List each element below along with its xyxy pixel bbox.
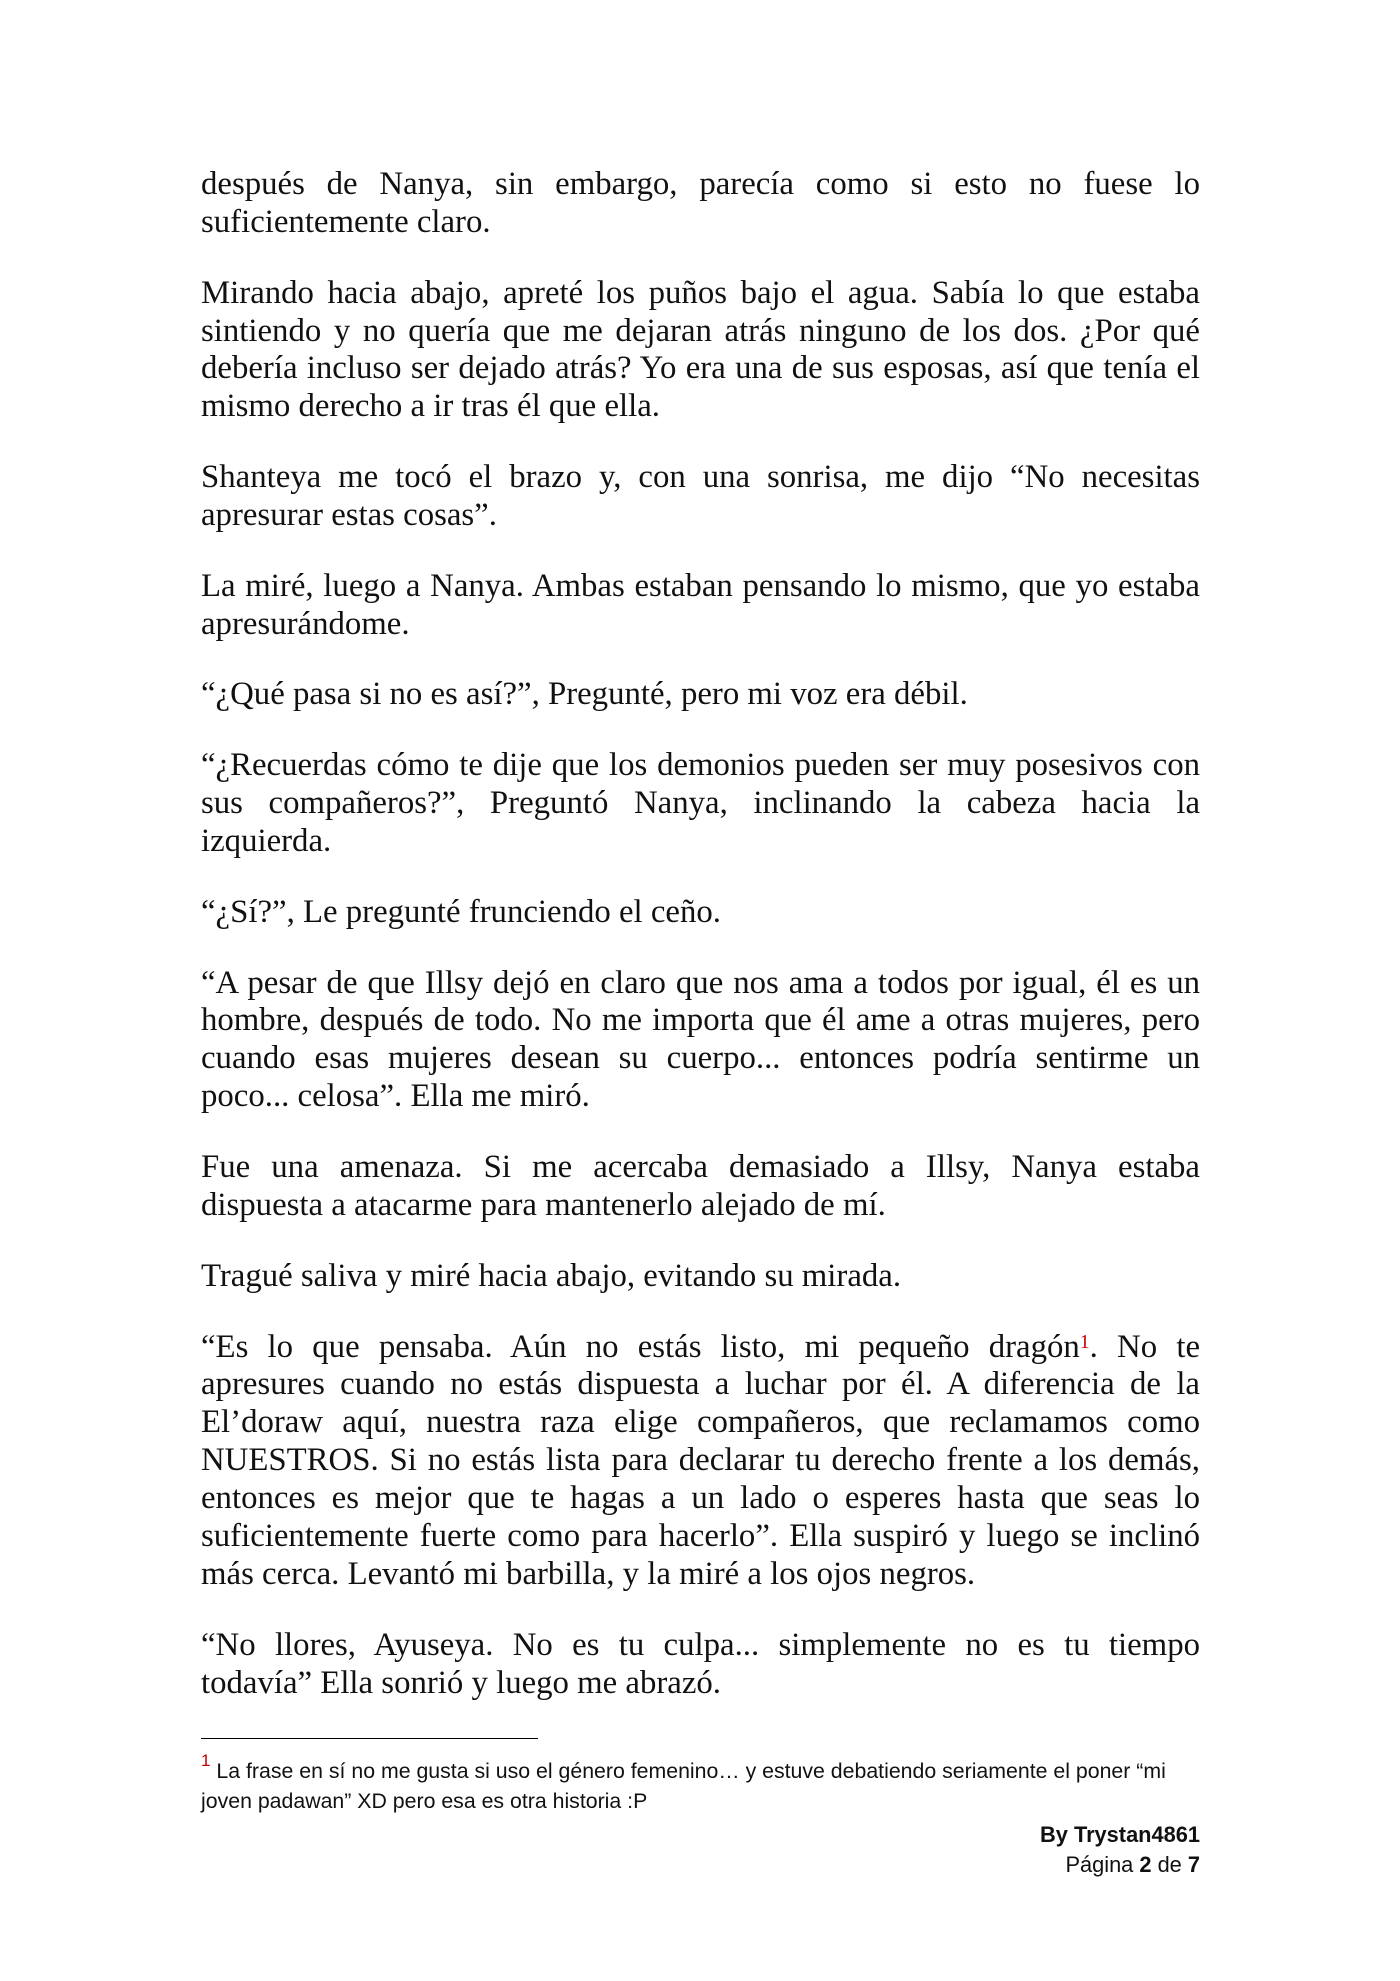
- footnote-line: [201, 1751, 1166, 1786]
- text-line: Shanteya me tocó el brazo y, con una sonrisa, me dijo “No necesitas: [201, 459, 1200, 496]
- text-line: La miré, luego a Nanya. Ambas estaban pensando lo mismo, que yo estaba: [201, 567, 1200, 604]
- text-line: “No llores, Ayuseya. No es tu culpa... simplemente no es tu tiempo: [201, 1626, 1200, 1663]
- paragraph: [201, 568, 1200, 644]
- text-line: apresures cuando no estás dispuesta a luchar por él. A diferencia de la: [201, 1366, 1200, 1403]
- footnote-text: joven padawan” XD pero esa es otra historia :P: [201, 1789, 648, 1814]
- paragraph: [201, 459, 1200, 535]
- paragraph: [201, 166, 1200, 242]
- page-number: [1040, 1850, 1200, 1880]
- text-line: suficientemente claro.: [201, 203, 491, 240]
- text-line: apresurándome.: [201, 605, 410, 642]
- text-line: más cerca. Levantó mi barbilla, y la miré a los ojos negros.: [201, 1555, 976, 1592]
- text-line: Fue una amenaza. Si me acercaba demasiado a Illsy, Nanya estaba: [201, 1149, 1200, 1186]
- paragraph: [201, 1627, 1200, 1703]
- footnote: [201, 1751, 1166, 1817]
- text-line: Mirando hacia abajo, apreté los puños bajo el agua. Sabía lo que estaba: [201, 274, 1200, 311]
- text-line: debería incluso ser dejado atrás? Yo era una de sus esposas, así que tenía el: [201, 350, 1200, 387]
- text-line: “¿Qué pasa si no es así?”, Pregunté, pero mi voz era débil.: [201, 676, 968, 713]
- paragraph: [201, 747, 1200, 861]
- paragraph: [201, 275, 1200, 427]
- footnote-ref: 1: [1079, 1331, 1090, 1354]
- text-line: [201, 1329, 1200, 1367]
- text-line: mismo derecho a ir tras él que ella.: [201, 388, 660, 425]
- paragraph: [201, 676, 1200, 714]
- text-line: sintiendo y no quería que me dejaran atrás ninguno de los dos. ¿Por qué: [201, 312, 1200, 349]
- page-of: de: [1157, 1852, 1182, 1878]
- text-line: después de Nanya, sin embargo, parecía como si esto no fuese lo: [201, 166, 1200, 202]
- text-line: suficientemente fuerte como para hacerlo”. Ella suspiró y luego se inclinó: [201, 1517, 1200, 1554]
- text-segment: “Es lo que pensaba. Aún no estás listo, mi pequeño dragón: [201, 1328, 1080, 1365]
- paragraph: [201, 1258, 1200, 1296]
- footnote-line: [201, 1786, 1166, 1816]
- text-line: dispuesta a atacarme para mantenerlo alejado de mí.: [201, 1186, 886, 1223]
- text-line: cuando esas mujeres desean su cuerpo... entonces podría sentirme un: [201, 1040, 1200, 1077]
- paragraph: [201, 965, 1200, 1117]
- page-total: 7: [1187, 1852, 1200, 1878]
- page-footer: [1040, 1820, 1200, 1881]
- footer-author: By Trystan4861: [1040, 1822, 1200, 1847]
- text-line: “A pesar de que Illsy dejó en claro que nos ama a todos por igual, él es un: [201, 964, 1200, 1001]
- paragraph: [201, 1329, 1200, 1594]
- footnote-text: La frase en sí no me gusta si uso el género femenino… y estuve debatiendo seriamente el poner “mi: [216, 1759, 1166, 1783]
- text-line: todavía” Ella sonrió y luego me abrazó.: [201, 1664, 722, 1701]
- text-line: apresurar estas cosas”.: [201, 497, 497, 534]
- text-line: poco... celosa”. Ella me miró.: [201, 1078, 590, 1115]
- paragraph: [201, 1149, 1200, 1225]
- text-line: izquierda.: [201, 823, 332, 860]
- page-current: 2: [1139, 1852, 1152, 1878]
- footnote-separator: [201, 1738, 538, 1739]
- text-line: El’doraw aquí, nuestra raza elige compañeros, que reclamamos como: [201, 1404, 1200, 1441]
- footnote-number: 1: [201, 1751, 211, 1770]
- paragraph: [201, 894, 1200, 932]
- body-text: [201, 166, 1200, 1735]
- text-line: hombre, después de todo. No me importa que él ame a otras mujeres, pero: [201, 1002, 1200, 1039]
- text-line: NUESTROS. Si no estás lista para declarar tu derecho frente a los demás,: [201, 1442, 1200, 1479]
- text-line: Tragué saliva y miré hacia abajo, evitando su mirada.: [201, 1257, 902, 1294]
- text-line: “¿Sí?”, Le pregunté frunciendo el ceño.: [201, 893, 721, 930]
- text-line: sus compañeros?”, Preguntó Nanya, inclinando la cabeza hacia la: [201, 785, 1200, 822]
- text-segment: . No te: [1089, 1328, 1200, 1365]
- text-line: entonces es mejor que te hagas a un lado o esperes hasta que seas lo: [201, 1480, 1200, 1517]
- text-line: “¿Recuerdas cómo te dije que los demonios pueden ser muy posesivos con: [201, 747, 1200, 784]
- page-label: Página: [1065, 1852, 1134, 1878]
